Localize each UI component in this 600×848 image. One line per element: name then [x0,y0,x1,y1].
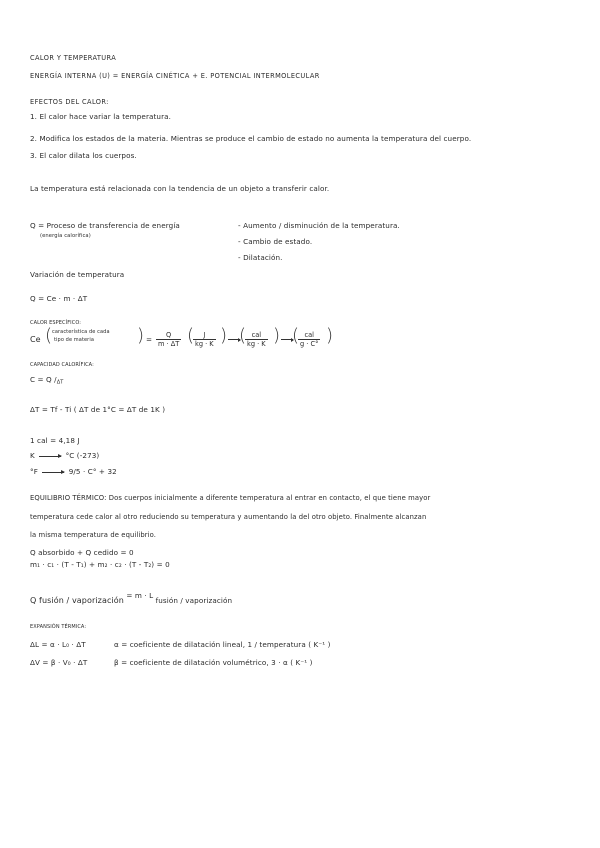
effect-item-1: 1. El calor hace variar la temperatura. [30,112,172,121]
temp-variation-heading: Variación de temperatura [30,270,125,279]
effects-heading: EFECTOS DEL CALOR: [30,98,109,106]
open-paren: ( [187,325,195,346]
latent-q-label: Q fusión / vaporización [30,596,124,605]
fraction-numerator: cal [298,331,320,340]
kelvin-label: K [30,451,35,460]
heat-capacity-heading: CAPACIDAD CALORÍFICA: [30,362,94,368]
temp-variation-formula: Q = Ce · m · ΔT [30,294,88,303]
right-arrow-icon [39,456,61,457]
characteristic-line-1: característica de cada [52,329,110,335]
characteristic-line-2: tipo de materia [54,337,94,343]
fraction-cal-over-kg-k [245,331,268,348]
fraction-numerator: J [193,331,216,340]
cal-to-joule: 1 cal = 4,18 J [30,436,80,445]
fraction-q-over-m-dt [156,331,181,348]
equilibrium-equation-1: Q absorbido + Q cedido = 0 [30,548,134,557]
effect-item-3: 3. El calor dilata los cuerpos. [30,151,137,160]
open-paren: ( [292,325,300,346]
linear-expansion-desc: α = coeficiente de dilatación lineal, 1 / temperatura ( K⁻¹ ) [114,640,331,649]
open-paren: ( [45,325,53,346]
fraction-denominator: m · ΔT [158,340,180,348]
latent-equals: = m · L [126,591,154,600]
fraction-denominator: g · C° [300,340,319,348]
effect-item-2: 2. Modifica los estados de la materia. Mientras se produce el cambio de estado no aumenta la temperatura del cuerpo. [30,134,472,143]
fraction-j-over-kg-k [193,331,216,348]
volumetric-expansion-formula: ΔV = β · V₀ · ΔT [30,658,88,667]
fahrenheit-formula: 9/5 · C° + 32 [68,467,117,476]
fraction-denominator: kg · K [195,340,214,348]
latent-l-subscript: fusión / vaporización [155,596,233,605]
heat-capacity-formula: C = Q $/_{\Delta T}$ [30,375,64,386]
latent-heat-formula [30,591,233,605]
fraction-cal-over-g-c [298,331,320,348]
equilibrium-equation-2: m₁ · c₁ · (T - T₁) + m₂ · c₂ · (T - T₂) = 0 [30,560,170,569]
close-paren: ) [220,325,228,346]
close-paren: ) [326,325,334,346]
fahrenheit-label: °F [30,467,38,476]
heat-effect-3: - Dilatación. [238,253,283,262]
close-paren: ) [137,325,145,346]
celsius-value: °C (-273) [65,451,100,460]
heat-capacity-denominator: ΔT [56,379,64,386]
specific-heat-symbol: Ce [30,335,41,344]
close-paren: ) [273,325,281,346]
volumetric-expansion-desc: β = coeficiente de dilatación volumétrico, 3 · α ( K⁻¹ ) [114,658,313,667]
fahrenheit-conversion [30,467,117,476]
internal-energy-formula: ENERGÍA INTERNA (U) = ENERGÍA CINÉTICA + E. POTENCIAL INTERMOLECULAR [30,72,320,80]
equilibrium-line-3: la misma temperatura de equilibrio. [30,531,157,539]
specific-heat-heading: CALOR ESPECÍFICO: [30,320,82,326]
fraction-numerator: cal [245,331,268,340]
expansion-heading: EXPANSIÓN TÉRMICA: [30,624,87,630]
equilibrium-line-2: temperatura cede calor al otro reduciendo su temperatura y aumentando la del otro objeto. Finalmente alcanzan [30,513,427,521]
linear-expansion-formula: ΔL = α · L₀ · ΔT [30,640,86,649]
equals-sign: = [146,335,153,344]
heat-definition-note: (energía calorífica) [40,233,91,239]
equilibrium-line-1: EQUILIBRIO TÉRMICO: Dos cuerpos inicialmente a diferente temperatura al entrar en contacto, el que tiene mayor [30,494,431,502]
kelvin-conversion [30,451,99,460]
delta-t-formula: ΔT = Tf - Ti ( ΔT de 1°C = ΔT de 1K ) [30,405,166,414]
fraction-denominator: kg · K [247,340,266,348]
right-arrow-icon [42,472,64,473]
heat-effect-1: - Aumento / disminución de la temperatura. [238,221,400,230]
fraction-numerator: Q [156,331,181,340]
heat-effect-2: - Cambio de estado. [238,237,313,246]
open-paren: ( [239,325,247,346]
page-title: CALOR Y TEMPERATURA [30,54,117,62]
heat-definition: Q = Proceso de transferencia de energía [30,221,180,230]
temperature-relation: La temperatura está relacionada con la tendencia de un objeto a transferir calor. [30,184,330,193]
heat-capacity-numerator: C = Q [30,375,52,384]
